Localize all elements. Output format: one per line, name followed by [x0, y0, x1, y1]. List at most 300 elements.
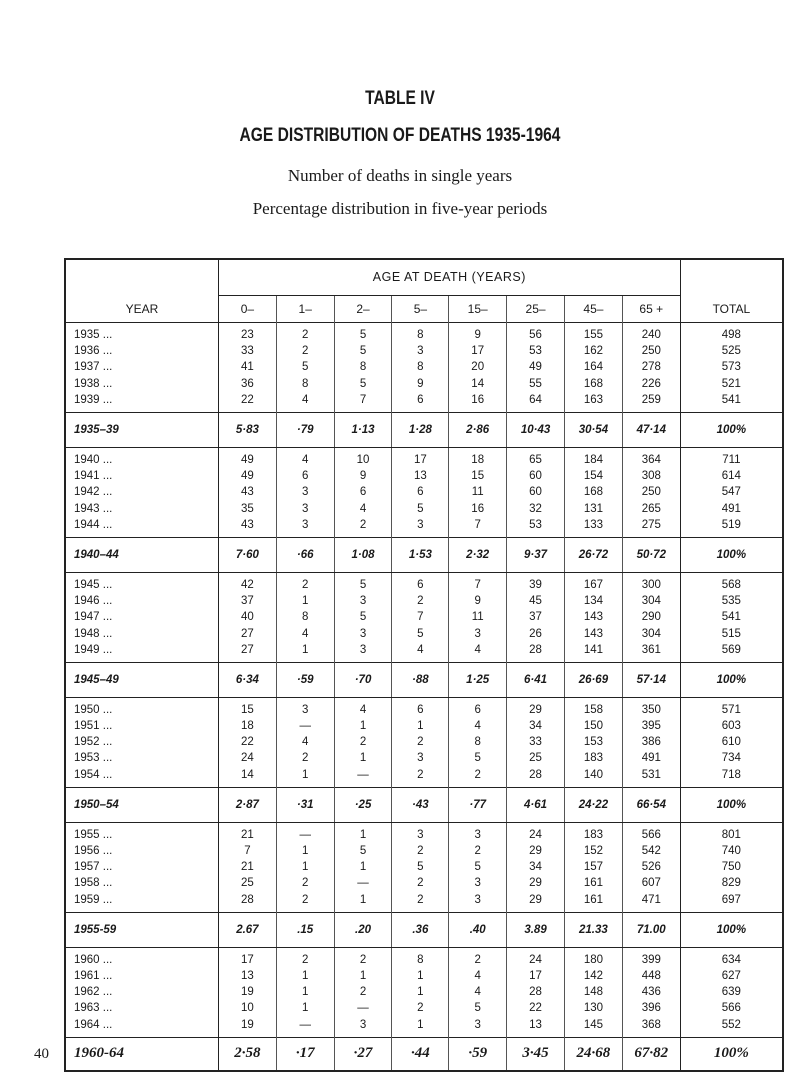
- value-cell: 3: [392, 517, 449, 538]
- value-cell: 153: [564, 734, 622, 750]
- period-label: 1960-64: [65, 1037, 218, 1071]
- value-cell: 6: [334, 484, 392, 500]
- year-label: 1964 ...: [65, 1016, 218, 1037]
- value-cell: 33: [507, 734, 565, 750]
- value-cell: 162: [564, 343, 622, 359]
- value-cell: 9·37: [507, 537, 565, 572]
- year-label: 1944 ...: [65, 517, 218, 538]
- table-row: [65, 359, 783, 375]
- value-cell: 278: [622, 359, 680, 375]
- value-cell: 304: [622, 593, 680, 609]
- value-cell: 1: [392, 1016, 449, 1037]
- year-label: 1955 ...: [65, 822, 218, 843]
- value-cell: 2: [449, 843, 507, 859]
- value-cell: 42: [240, 578, 254, 591]
- value-cell: 1: [392, 984, 449, 1000]
- value-cell: 3: [334, 642, 392, 663]
- value-cell: 300: [622, 572, 680, 593]
- value-cell: 16: [449, 392, 507, 413]
- value-cell: 290: [622, 609, 680, 625]
- value-cell: 24: [507, 822, 565, 843]
- value-cell: ·88: [392, 662, 449, 697]
- value-cell: 396: [622, 1000, 680, 1016]
- value-cell: 10: [240, 1002, 254, 1015]
- total-cell: 100%: [680, 662, 783, 697]
- value-cell: 130: [564, 1000, 622, 1016]
- value-cell: 39: [507, 572, 565, 593]
- value-cell: 275: [622, 517, 680, 538]
- age-header-6: 45–: [564, 295, 622, 322]
- value-cell: 4: [449, 642, 507, 663]
- table-row: [65, 892, 783, 913]
- value-cell: 15: [240, 703, 254, 716]
- value-cell: 29: [507, 892, 565, 913]
- value-cell: 566: [622, 822, 680, 843]
- value-cell: 17: [392, 447, 449, 468]
- value-cell: 361: [622, 642, 680, 663]
- table-row: [65, 323, 783, 344]
- value-cell: 1: [334, 750, 392, 766]
- total-cell: 734: [680, 750, 783, 766]
- value-cell: 3: [449, 1016, 507, 1037]
- value-cell: 5: [392, 859, 449, 875]
- value-cell: 28: [507, 984, 565, 1000]
- value-cell: 3: [392, 822, 449, 843]
- value-cell: —: [276, 822, 334, 843]
- value-cell: 1: [276, 767, 334, 788]
- value-cell: ·43: [392, 787, 449, 822]
- value-cell: 4: [449, 968, 507, 984]
- value-cell: 1: [276, 984, 334, 1000]
- value-cell: 1·25: [449, 662, 507, 697]
- value-cell: 1: [392, 718, 449, 734]
- value-cell: 2: [392, 734, 449, 750]
- value-cell: 10: [334, 447, 392, 468]
- value-cell: 41: [240, 361, 254, 374]
- value-cell: 24·22: [564, 787, 622, 822]
- age-header-3: 5–: [392, 295, 449, 322]
- value-cell: 2: [449, 767, 507, 788]
- total-cell: 568: [680, 572, 783, 593]
- table-row: [65, 968, 783, 984]
- value-cell: 3: [334, 593, 392, 609]
- period-label: 1935–39: [65, 412, 218, 447]
- value-cell: 10·43: [507, 412, 565, 447]
- year-label: 1936 ...: [65, 343, 218, 359]
- page-number: 40: [34, 1046, 49, 1062]
- value-cell: 164: [564, 359, 622, 375]
- value-cell: 28: [507, 767, 565, 788]
- value-cell: 3: [276, 697, 334, 718]
- value-cell: 29: [507, 843, 565, 859]
- year-label: 1962 ...: [65, 984, 218, 1000]
- value-cell: 8: [449, 734, 507, 750]
- table-row: [65, 501, 783, 517]
- value-cell: 36: [240, 377, 254, 390]
- total-cell: 711: [680, 447, 783, 468]
- value-cell: 9: [392, 376, 449, 392]
- total-cell: 718: [680, 767, 783, 788]
- total-cell: 573: [680, 359, 783, 375]
- value-cell: 4: [276, 734, 334, 750]
- value-cell: 364: [622, 447, 680, 468]
- value-cell: 43: [240, 518, 254, 531]
- value-cell: 4: [449, 984, 507, 1000]
- total-cell: 801: [680, 822, 783, 843]
- value-cell: 65: [507, 447, 565, 468]
- value-cell: 142: [564, 968, 622, 984]
- value-cell: ·66: [276, 537, 334, 572]
- value-cell: 158: [564, 697, 622, 718]
- value-cell: 168: [564, 484, 622, 500]
- value-cell: 3: [449, 625, 507, 641]
- value-cell: 9: [449, 593, 507, 609]
- value-cell: 250: [622, 484, 680, 500]
- summary-row: [65, 537, 783, 572]
- value-cell: 2: [334, 517, 392, 538]
- value-cell: 491: [622, 750, 680, 766]
- year-label: 1939 ...: [65, 392, 218, 413]
- value-cell: 3: [392, 343, 449, 359]
- table-row: [65, 734, 783, 750]
- total-cell: 547: [680, 484, 783, 500]
- value-cell: 1: [276, 642, 334, 663]
- value-cell: 4: [392, 642, 449, 663]
- value-cell: 8: [392, 359, 449, 375]
- age-header-5: 25–: [507, 295, 565, 322]
- value-cell: 8: [276, 609, 334, 625]
- value-cell: 27: [240, 643, 254, 656]
- age-distribution-table: [64, 258, 784, 1072]
- value-cell: 168: [564, 376, 622, 392]
- age-header-7: 65 +: [622, 295, 680, 322]
- year-label: 1941 ...: [65, 468, 218, 484]
- value-cell: 2.67: [218, 912, 276, 947]
- value-cell: 1: [334, 859, 392, 875]
- value-cell: 2: [334, 984, 392, 1000]
- table-row: [65, 697, 783, 718]
- value-cell: 34: [507, 859, 565, 875]
- value-cell: 6: [392, 572, 449, 593]
- summary-row: [65, 787, 783, 822]
- total-cell: 541: [680, 392, 783, 413]
- table-row: [65, 572, 783, 593]
- total-cell: 639: [680, 984, 783, 1000]
- value-cell: 7·60: [218, 537, 276, 572]
- total-cell: 521: [680, 376, 783, 392]
- year-label: 1949 ...: [65, 642, 218, 663]
- value-cell: 3: [276, 484, 334, 500]
- value-cell: 131: [564, 501, 622, 517]
- value-cell: 386: [622, 734, 680, 750]
- value-cell: 7: [244, 845, 251, 858]
- value-cell: 148: [564, 984, 622, 1000]
- value-cell: 2: [276, 343, 334, 359]
- value-cell: 4·61: [507, 787, 565, 822]
- value-cell: 43: [240, 486, 254, 499]
- value-cell: 50·72: [622, 537, 680, 572]
- value-cell: 4: [449, 718, 507, 734]
- total-cell: 829: [680, 875, 783, 891]
- value-cell: 6: [392, 484, 449, 500]
- caption-percentage: Percentage distribution in five-year periods: [252, 199, 548, 218]
- value-cell: —: [334, 767, 392, 788]
- value-cell: 22: [240, 736, 254, 749]
- value-cell: 66·54: [622, 787, 680, 822]
- value-cell: 11: [449, 609, 507, 625]
- value-cell: 436: [622, 984, 680, 1000]
- value-cell: 471: [622, 892, 680, 913]
- value-cell: 240: [622, 323, 680, 344]
- value-cell: 150: [564, 718, 622, 734]
- year-label: 1938 ...: [65, 376, 218, 392]
- year-label: 1950 ...: [65, 697, 218, 718]
- period-label: 1945–49: [65, 662, 218, 697]
- value-cell: 5·83: [218, 412, 276, 447]
- value-cell: 226: [622, 376, 680, 392]
- year-label: 1942 ...: [65, 484, 218, 500]
- value-cell: 67·82: [622, 1037, 680, 1071]
- value-cell: 29: [507, 875, 565, 891]
- value-cell: 21.33: [564, 912, 622, 947]
- value-cell: 13: [240, 969, 254, 982]
- value-cell: 1: [334, 718, 392, 734]
- table-row: [65, 822, 783, 843]
- total-cell: 525: [680, 343, 783, 359]
- summary-row: [65, 912, 783, 947]
- value-cell: 27: [240, 627, 254, 640]
- value-cell: .40: [449, 912, 507, 947]
- total-cell: 100%: [680, 787, 783, 822]
- year-label: 1952 ...: [65, 734, 218, 750]
- year-label: 1953 ...: [65, 750, 218, 766]
- value-cell: 1·53: [392, 537, 449, 572]
- year-label: 1963 ...: [65, 1000, 218, 1016]
- value-cell: 29: [507, 697, 565, 718]
- value-cell: 26·72: [564, 537, 622, 572]
- value-cell: 1: [392, 968, 449, 984]
- total-cell: 498: [680, 323, 783, 344]
- value-cell: 5: [334, 323, 392, 344]
- value-cell: 259: [622, 392, 680, 413]
- value-cell: 2: [276, 750, 334, 766]
- value-cell: 6: [449, 697, 507, 718]
- table-row: [65, 343, 783, 359]
- value-cell: ·25: [334, 787, 392, 822]
- value-cell: 5: [449, 1000, 507, 1016]
- value-cell: 4: [276, 625, 334, 641]
- value-cell: 154: [564, 468, 622, 484]
- value-cell: 399: [622, 947, 680, 968]
- value-cell: 3: [334, 625, 392, 641]
- total-cell: 610: [680, 734, 783, 750]
- period-label: 1950–54: [65, 787, 218, 822]
- total-cell: 100%: [680, 912, 783, 947]
- value-cell: 37: [240, 595, 254, 608]
- value-cell: 184: [564, 447, 622, 468]
- total-cell: 634: [680, 947, 783, 968]
- table-row: [65, 718, 783, 734]
- value-cell: 45: [507, 593, 565, 609]
- value-cell: 3: [449, 875, 507, 891]
- value-cell: —: [334, 875, 392, 891]
- value-cell: 133: [564, 517, 622, 538]
- table-row: [65, 1000, 783, 1016]
- table-row: [65, 468, 783, 484]
- value-cell: —: [276, 718, 334, 734]
- table-row: [65, 447, 783, 468]
- table-row: [65, 484, 783, 500]
- value-cell: 9: [334, 468, 392, 484]
- value-cell: 14: [449, 376, 507, 392]
- value-cell: 3·45: [507, 1037, 565, 1071]
- value-cell: 15: [449, 468, 507, 484]
- year-label: 1935 ...: [65, 323, 218, 344]
- value-cell: 21: [240, 828, 254, 841]
- value-cell: 30·54: [564, 412, 622, 447]
- value-cell: 6: [392, 697, 449, 718]
- value-cell: 5: [276, 359, 334, 375]
- value-cell: 53: [507, 343, 565, 359]
- value-cell: 64: [507, 392, 565, 413]
- value-cell: 60: [507, 468, 565, 484]
- value-cell: 1: [276, 1000, 334, 1016]
- total-header: TOTAL: [680, 259, 783, 323]
- value-cell: 9: [449, 323, 507, 344]
- value-cell: 57·14: [622, 662, 680, 697]
- value-cell: 4: [334, 501, 392, 517]
- total-cell: 100%: [680, 537, 783, 572]
- value-cell: 161: [564, 892, 622, 913]
- value-cell: 25: [240, 877, 254, 890]
- value-cell: 35: [240, 502, 254, 515]
- year-label: 1937 ...: [65, 359, 218, 375]
- total-cell: 603: [680, 718, 783, 734]
- value-cell: .36: [392, 912, 449, 947]
- table-row: [65, 750, 783, 766]
- total-cell: 515: [680, 625, 783, 641]
- value-cell: 6·34: [218, 662, 276, 697]
- value-cell: 1: [334, 892, 392, 913]
- value-cell: 143: [564, 609, 622, 625]
- value-cell: 26·69: [564, 662, 622, 697]
- value-cell: 7: [392, 609, 449, 625]
- value-cell: 167: [564, 572, 622, 593]
- value-cell: 22: [240, 393, 254, 406]
- value-cell: 265: [622, 501, 680, 517]
- value-cell: 3: [449, 892, 507, 913]
- value-cell: 28: [507, 642, 565, 663]
- value-cell: 3: [334, 1016, 392, 1037]
- value-cell: 55: [507, 376, 565, 392]
- year-label: 1945 ...: [65, 572, 218, 593]
- value-cell: 2·58: [218, 1037, 276, 1071]
- value-cell: 8: [334, 359, 392, 375]
- table-row: [65, 517, 783, 538]
- value-cell: 19: [240, 1018, 254, 1031]
- year-label: 1954 ...: [65, 767, 218, 788]
- value-cell: 3: [276, 517, 334, 538]
- value-cell: 6: [276, 468, 334, 484]
- value-cell: 2: [276, 323, 334, 344]
- table-row: [65, 392, 783, 413]
- value-cell: ·44: [392, 1037, 449, 1071]
- value-cell: 19: [240, 986, 254, 999]
- year-label: 1959 ...: [65, 892, 218, 913]
- value-cell: 163: [564, 392, 622, 413]
- age-group-header: AGE AT DEATH (YEARS): [218, 259, 680, 295]
- age-header-0: 0–: [240, 301, 255, 316]
- year-label: 1960 ...: [65, 947, 218, 968]
- total-cell: 569: [680, 642, 783, 663]
- value-cell: 180: [564, 947, 622, 968]
- value-cell: 5: [392, 501, 449, 517]
- value-cell: 24·68: [564, 1037, 622, 1071]
- value-cell: .15: [276, 912, 334, 947]
- value-cell: 5: [334, 376, 392, 392]
- value-cell: 17: [449, 343, 507, 359]
- table-row: [65, 875, 783, 891]
- table-row: [65, 642, 783, 663]
- value-cell: 71.00: [622, 912, 680, 947]
- total-cell: 750: [680, 859, 783, 875]
- value-cell: 26: [507, 625, 565, 641]
- value-cell: 11: [449, 484, 507, 500]
- value-cell: 1: [334, 968, 392, 984]
- year-label: 1940 ...: [65, 447, 218, 468]
- value-cell: 3.89: [507, 912, 565, 947]
- value-cell: 49: [507, 359, 565, 375]
- value-cell: 183: [564, 822, 622, 843]
- total-cell: 100%: [680, 1037, 783, 1071]
- value-cell: 1·08: [334, 537, 392, 572]
- age-header-1: 1–: [276, 295, 334, 322]
- value-cell: —: [276, 1016, 334, 1037]
- value-cell: 134: [564, 593, 622, 609]
- table-row: [65, 843, 783, 859]
- value-cell: 37: [507, 609, 565, 625]
- value-cell: 1: [276, 593, 334, 609]
- value-cell: ·27: [334, 1037, 392, 1071]
- value-cell: 542: [622, 843, 680, 859]
- total-cell: 697: [680, 892, 783, 913]
- year-label: 1948 ...: [65, 625, 218, 641]
- value-cell: 18: [449, 447, 507, 468]
- value-cell: 2: [276, 572, 334, 593]
- caption-single-years: Number of deaths in single years: [287, 166, 513, 185]
- year-label: 1946 ...: [65, 593, 218, 609]
- value-cell: 3: [392, 750, 449, 766]
- value-cell: 1: [276, 859, 334, 875]
- value-cell: 18: [240, 720, 254, 733]
- value-cell: —: [334, 1000, 392, 1016]
- value-cell: 152: [564, 843, 622, 859]
- value-cell: ·59: [276, 662, 334, 697]
- table-row: [65, 593, 783, 609]
- value-cell: 8: [392, 947, 449, 968]
- age-header-2: 2–: [334, 295, 392, 322]
- value-cell: 8: [276, 376, 334, 392]
- value-cell: 2: [392, 875, 449, 891]
- value-cell: 16: [449, 501, 507, 517]
- value-cell: 17: [507, 968, 565, 984]
- value-cell: 531: [622, 767, 680, 788]
- value-cell: 24: [507, 947, 565, 968]
- value-cell: 5: [449, 859, 507, 875]
- value-cell: 304: [622, 625, 680, 641]
- value-cell: 155: [564, 323, 622, 344]
- value-cell: 145: [564, 1016, 622, 1037]
